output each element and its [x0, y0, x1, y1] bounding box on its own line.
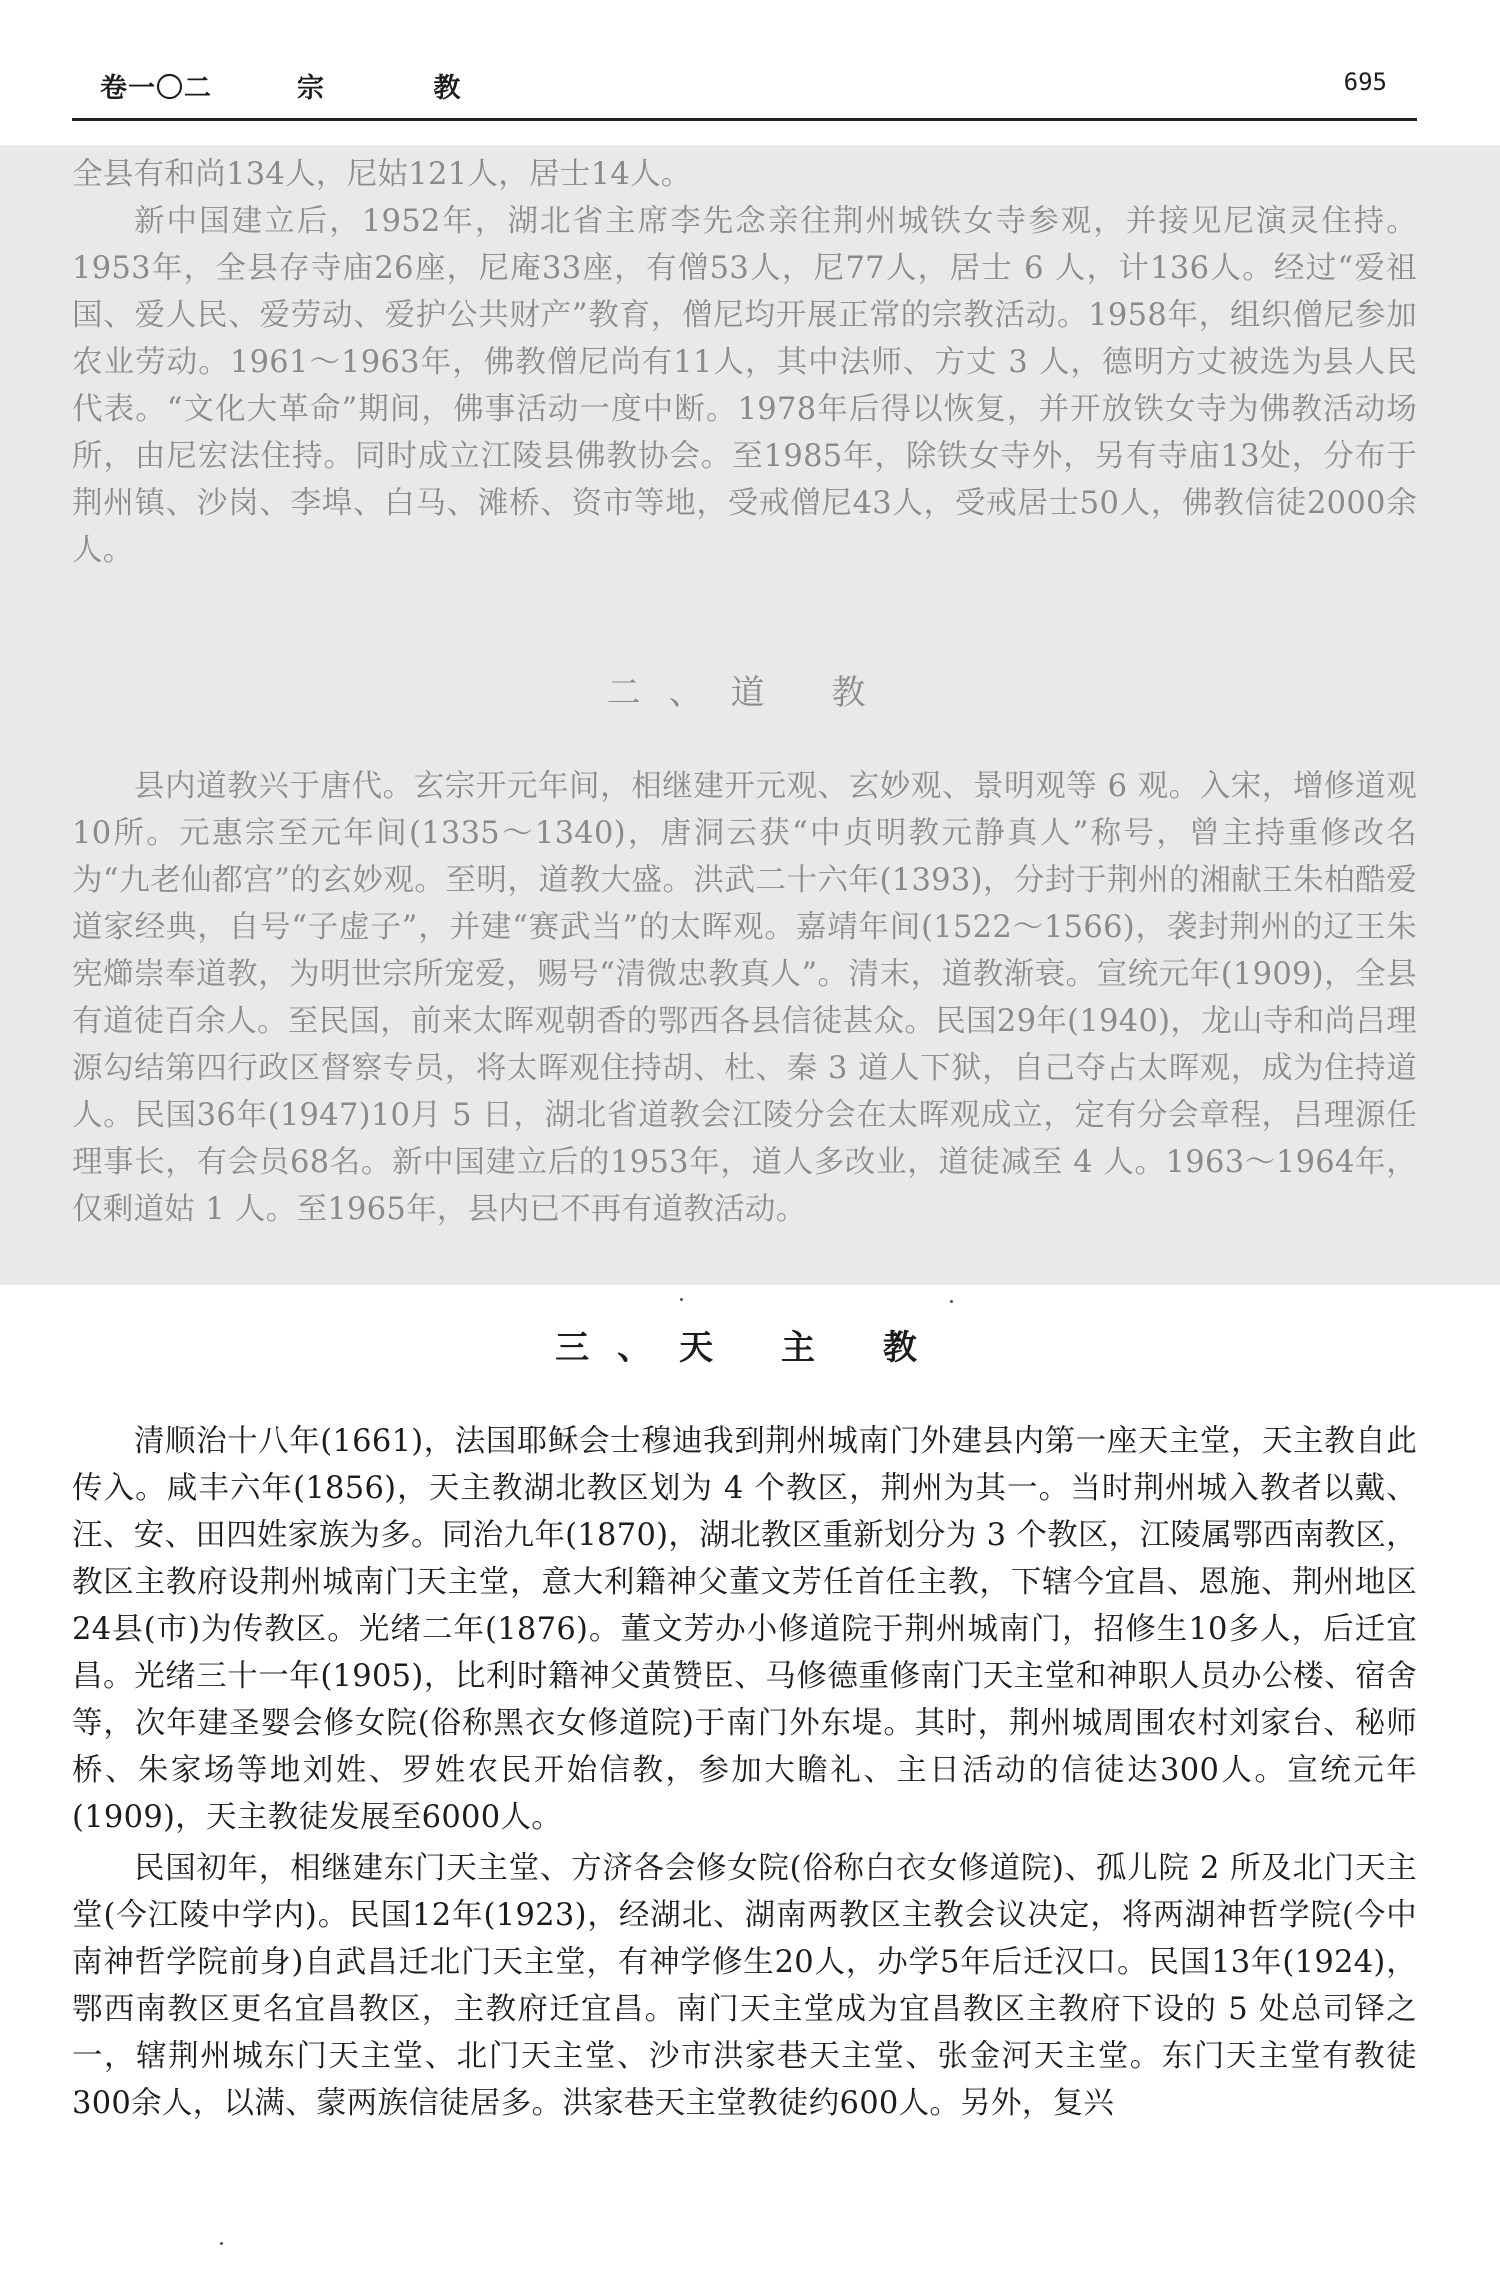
buddhism-paragraph-1: 全县有和尚134人，尼姑121人，居士14人。	[72, 157, 692, 192]
catholicism-section	[72, 1418, 1417, 2127]
catholicism-paragraph-2: 民国初年，相继建东门天主堂、方济各会修女院(俗称白衣女修道院)、孤儿院 2 所及北门天主堂(今江陵中学内)。民国12年(1923)，经湖北、湖南两教区主教会议决定，将两湖神哲学院(今中南神哲学院前身)自武昌迁北门天主堂，有神学修生20人，办学5年后迁汉口。民国13年(1924)，鄂西南教区更名宜昌教区，主教府迁宜昌。南门天主堂成为宜昌教区主教府下设的 5 处总司铎之一，辖荆州城东门天主堂、北门天主堂、沙市洪家巷天主堂、张金河天主堂。东门天主堂有教徒300余人，以满、蒙两族信徒居多。洪家巷天主堂教徒约600人。另外，复兴	[72, 1851, 1417, 2121]
taoism-paragraph-1: 县内道教兴于唐代。玄宗开元年间，相继建开元观、玄妙观、景明观等 6 观。入宋，增修道观10所。元惠宗至元年间(1335～1340)，唐洞云获“中贞明教元静真人”称号，曾主持重修改名为“九老仙都宫”的玄妙观。至明，道教大盛。洪武二十六年(1393)，分封于荆州的湘献王朱柏酷爱道家经典，自号“子虚子”，并建“赛武当”的太晖观。嘉靖年间(1522～1566)，袭封荆州的辽王朱宪㸅崇奉道教，为明世宗所宠爱，赐号“清微忠教真人”。清末，道教渐衰。宣统元年(1909)，全县有道徒百余人。至民国，前来太晖观朝香的鄂西各县信徒甚众。民国29年(1940)，龙山寺和尚吕理源勾结第四行政区督察专员，将太晖观住持胡、杜、秦 3 道人下狱，自己夺占太晖观，成为住持道人。民国36年(1947)10月 5 日，湖北省道教会江陵分会在太晖观成立，定有分会章程，吕理源任理事长，有会员68名。新中国建立后的1953年，道人多改业，道徒减至 4 人。1963～1964年，仅剩道姑 1 人。至1965年，县内已不再有道教活动。	[72, 769, 1417, 1227]
taoism-section	[72, 763, 1417, 1233]
page-number: 695	[1343, 68, 1387, 96]
chapter-label: 卷一〇二	[100, 73, 212, 104]
highlighted-region	[0, 145, 1500, 1285]
topic-label: 宗 教	[297, 73, 511, 104]
buddhism-paragraph-2: 新中国建立后，1952年，湖北省主席李先念亲往荆州城铁女寺参观，并接见尼演灵住持。1953年，全县存寺庙26座，尼庵33座，有僧53人，尼77人，居士 6 人，计136人。经过“爱祖国、爱人民、爱劳动、爱护公共财产”教育，僧尼均开展正常的宗教活动。1958年，组织僧尼参加农业劳动。1961～1963年，佛教僧尼尚有11人，其中法师、方丈 3 人，德明方丈被选为县人民代表。“文化大革命”期间，佛事活动一度中断。1978年后得以恢复，并开放铁女寺为佛教活动场所，由尼宏法住持。同时成立江陵县佛教协会。至1985年，除铁女寺外，另有寺庙13处，分布于荆州镇、沙岗、李埠、白马、滩桥、资市等地，受戒僧尼43人，受戒居士50人，佛教信徒2000余人。	[72, 204, 1417, 568]
header-rule	[72, 118, 1417, 121]
taoism-heading: 二、道 教	[606, 673, 894, 713]
scan-speck	[220, 2242, 223, 2245]
buddhism-section-tail	[72, 151, 1417, 574]
page-header	[72, 62, 1417, 114]
catholicism-heading: 三、天 主 教	[555, 1328, 945, 1368]
scan-speck	[680, 1298, 683, 1301]
catholicism-paragraph-1: 清顺治十八年(1661)，法国耶稣会士穆迪我到荆州城南门外建县内第一座天主堂，天主教自此传入。咸丰六年(1856)，天主教湖北教区划为 4 个教区，荆州为其一。当时荆州城入教者以戴、汪、安、田四姓家族为多。同治九年(1870)，湖北教区重新划分为 3 个教区，江陵属鄂西南教区，教区主教府设荆州城南门天主堂，意大利籍神父董文芳任首任主教，下辖今宜昌、恩施、荆州地区24县(市)为传教区。光绪二年(1876)。董文芳办小修道院于荆州城南门，招修生10多人，后迁宜昌。光绪三十一年(1905)，比利时籍神父黄赞臣、马修德重修南门天主堂和神职人员办公楼、宿舍等，次年建圣婴会修女院(俗称黑衣女修道院)于南门外东堤。其时，荆州城周围农村刘家台、秘师桥、朱家场等地刘姓、罗姓农民开始信教，参加大瞻礼、主日活动的信徒达300人。宣统元年(1909)，天主教徒发展至6000人。	[72, 1424, 1417, 1835]
scan-speck	[950, 1300, 953, 1303]
